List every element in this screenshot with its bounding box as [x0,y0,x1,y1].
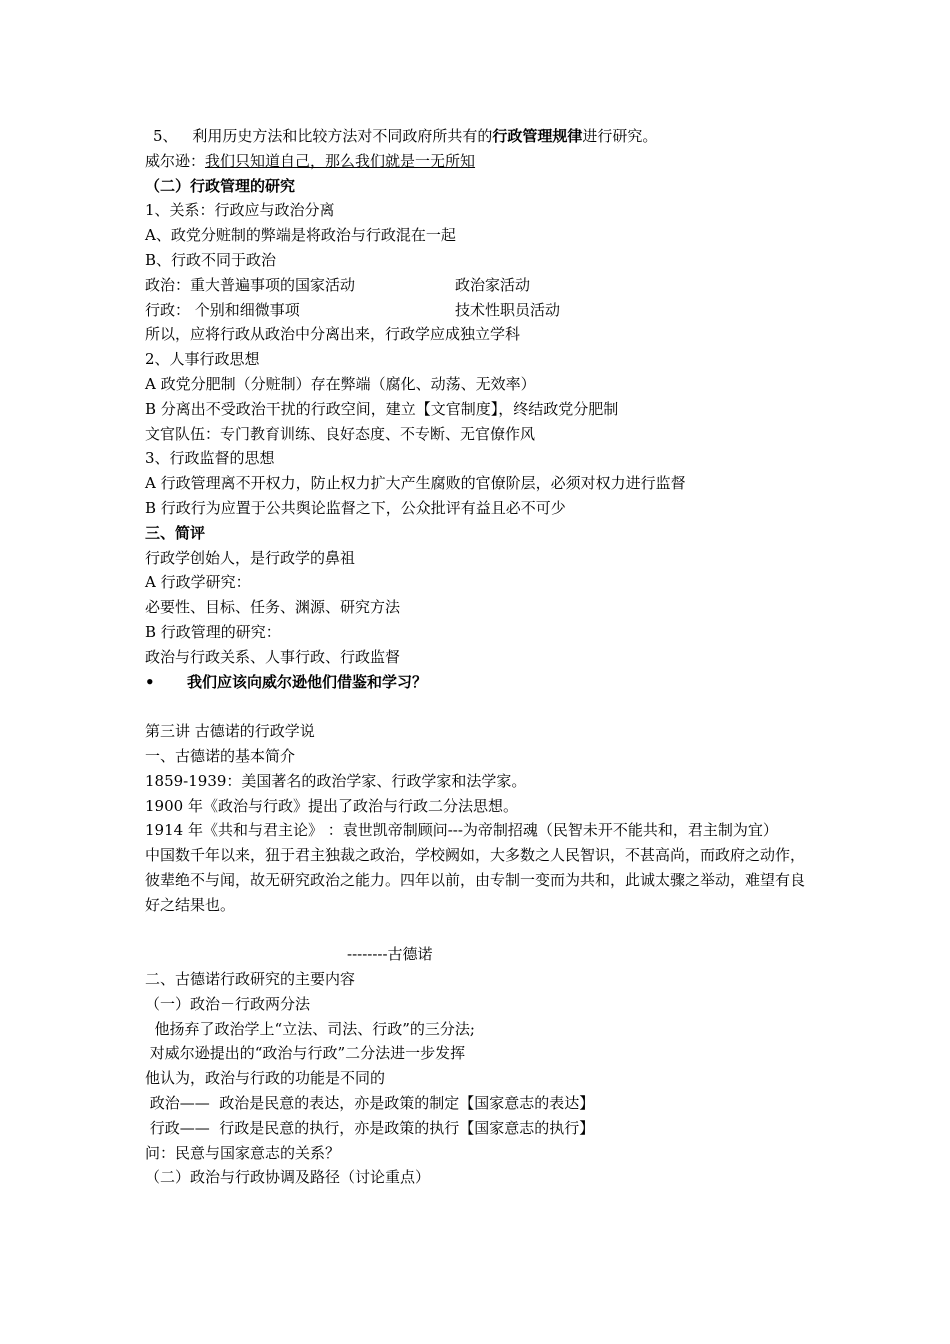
paragraph: 二、古德诺行政研究的主要内容 [145,970,356,989]
paragraph: 一、古德诺的基本简介 [145,746,296,765]
underlined-quote: 我们只知道自己，那么我们就是一无所知 [205,151,476,170]
speaker: 威尔逊： [145,151,206,170]
paragraph: B 行政行为应置于公共舆论监督之下，公众批评有益且必不可少 [145,498,566,517]
paragraph: 对威尔逊提出的“政治与行政”二分法进一步发挥 [145,1044,466,1063]
paragraph: 1900 年《政治与行政》提出了政治与行政二分法思想。 [145,796,518,815]
comparison-right: 技术性职员活动 [455,300,561,319]
comparison-left: 政治：重大普遍事项的国家活动 [145,275,356,294]
comparison-right: 政治家活动 [455,275,531,294]
paragraph: 必要性、目标、任务、渊源、研究方法 [145,598,401,617]
paragraph: 1914 年《共和与君主论》 ：袁世凯帝制顾问---为帝制招魂（民智未开不能共和，君主制为宜） [145,821,778,840]
comparison-left: 行政： 个别和细微事项 [145,300,300,319]
item-number: 5、 [153,127,178,145]
text: 利用历史方法和比较方法对不同政府所共有的 [192,127,493,145]
paragraph: A 行政管理离不开权力，防止权力扩大产生腐败的官僚阶层，必须对权力进行监督 [145,474,686,493]
section-heading: 三、简评 [145,523,206,542]
paragraph: 政治—— 政治是民意的表达，亦是政策的制定【国家意志的表达】 [145,1094,595,1113]
spacer [145,918,810,943]
paragraph: （一）政治－行政两分法 [145,994,311,1013]
paragraph: A 政党分肥制（分赃制）存在弊端（腐化、动荡、无效率） [145,374,536,393]
paragraph: 3、行政监督的思想 [145,449,275,468]
paragraph: B、行政不同于政治 [145,250,277,269]
bold-term: 行政管理规律 [492,127,583,145]
quote-paragraph: 中国数千年以来，狃于君主独裁之政治，学校阙如，大多数之人民智识，不甚高尚，而政府之动作，彼辈绝不与闻，故无研究政治之能力。四年以前，由专制一变而为共和，此诚太骤之举动，难望有良好之结果也。 [145,846,806,914]
paragraph: 他认为，政治与行政的功能是不同的 [145,1069,386,1088]
paragraph: 他扬弃了政治学上“立法、司法、行政”的三分法; [145,1019,475,1038]
bullet-text: 我们应该向威尔逊他们借鉴和学习？ [187,672,428,691]
lecture-title: 第三讲 古德诺的行政学说 [145,722,315,741]
paragraph: 文官队伍：专门教育训练、良好态度、不专断、无官僚作风 [145,424,536,443]
paragraph: （二）政治与行政协调及路径（讨论重点） [145,1168,431,1187]
paragraph: 1859-1939：美国著名的政治学家、行政学家和法学家。 [145,771,527,790]
wilson-quote [145,149,810,174]
paragraph: 所以，应将行政从政治中分离出来，行政学应成独立学科 [145,325,521,344]
paragraph: A 行政学研究： [145,573,251,592]
bullet-item [145,670,810,695]
spacer [145,694,810,719]
paragraph: B 行政管理的研究： [145,622,281,641]
paragraph: 1、关系：行政应与政治分离 [145,201,335,220]
paragraph: 行政—— 行政是民意的执行，亦是政策的执行【国家意志的执行】 [145,1118,595,1137]
document-body [145,124,810,1190]
text: 进行研究。 [582,127,658,145]
comparison-row-administration [145,298,810,323]
paragraph: A、政党分赃制的弊端是将政治与行政混在一起 [145,226,456,245]
paragraph: 政治与行政关系、人事行政、行政监督 [145,647,401,666]
paragraph: B 分离出不受政治干扰的行政空间，建立【文官制度】，终结政党分肥制 [145,399,619,418]
bullet-icon: • [145,672,155,691]
item-5 [145,124,810,149]
paragraph: 行政学创始人，是行政学的鼻祖 [145,548,356,567]
section-heading: （二）行政管理的研究 [145,176,296,195]
paragraph: 问：民意与国家意志的关系？ [145,1143,341,1162]
comparison-row-politics [145,273,810,298]
paragraph: 2、人事行政思想 [145,350,260,369]
quote-author: --------古德诺 [347,945,433,964]
